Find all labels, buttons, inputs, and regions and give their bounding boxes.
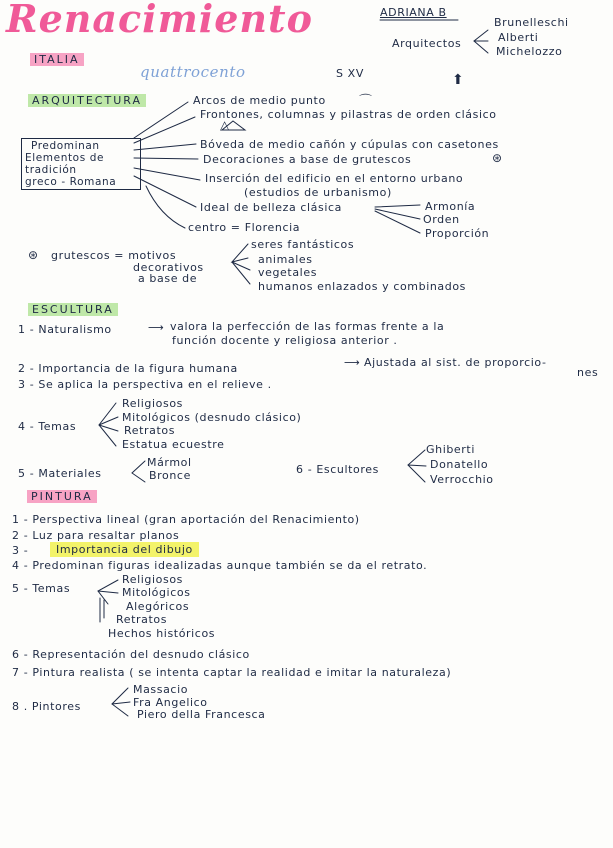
- arrow-right-icon: ⟶: [148, 321, 165, 334]
- esc-tema-2: Mitológicos (desnudo clásico): [122, 411, 302, 424]
- ideal-3: Proporción: [425, 227, 490, 240]
- pin-item-6: 6 - Representación del desnudo clásico: [12, 648, 250, 661]
- grutescos-line-2: decorativos: [133, 261, 204, 274]
- section-label-italia: ITALIA: [30, 53, 84, 66]
- esc-item-1: 1 - Naturalismo: [18, 323, 112, 336]
- arquitecto-3: Michelozzo: [496, 45, 563, 58]
- pintor-2: Fra Angelico: [133, 696, 208, 709]
- pin-tema-3: Alegóricos: [126, 600, 190, 613]
- escultor-1: Ghiberti: [426, 443, 475, 456]
- grutescos-line-3: a base de: [138, 272, 198, 285]
- section-label-escultura: ESCULTURA: [28, 303, 118, 316]
- box-line-1: Predominan: [31, 140, 100, 152]
- esc-item-1-desc-b: función docente y religiosa anterior .: [172, 334, 398, 347]
- esc-item-2-desc-end: nes: [577, 366, 599, 379]
- grutescos-marker-icon: ⊛: [492, 151, 503, 165]
- box-line-3: tradición: [25, 164, 77, 176]
- pin-tema-4: Retratos: [116, 613, 168, 626]
- pin-item-8: 8 . Pintores: [12, 700, 81, 713]
- esc-tema-3: Retratos: [124, 424, 176, 437]
- box-line-4: greco - Romana: [25, 176, 117, 188]
- page-title: Renacimiento: [6, 0, 313, 41]
- pin-tema-2: Mitológicos: [122, 586, 191, 599]
- arq-item-2: Frontones, columnas y pilastras de orden clásico: [200, 108, 497, 121]
- pin-tema-5: Hechos históricos: [108, 627, 216, 640]
- box-line-2: Elementos de: [25, 152, 105, 164]
- arq-item-7: Ideal de belleza clásica: [200, 201, 342, 214]
- esc-item-6: 6 - Escultores: [296, 463, 379, 476]
- arch-icon: ⌒: [359, 94, 373, 109]
- grutescos-item-1: seres fantásticos: [251, 238, 355, 251]
- pin-item-1: 1 - Perspectiva lineal (gran aportación del Renacimiento): [12, 513, 360, 526]
- arq-item-1: Arcos de medio punto: [193, 94, 326, 107]
- pin-item-4: 4 - Predominan figuras idealizadas aunque también se da el retrato.: [12, 559, 428, 572]
- esc-item-2-desc: Ajustada al sist. de proporcio-: [364, 356, 547, 369]
- pintor-1: Massacio: [133, 683, 189, 696]
- arq-item-6: (estudios de urbanismo): [244, 186, 392, 199]
- grutescos-line-1: grutescos = motivos: [51, 249, 177, 262]
- century-label: S XV: [336, 67, 364, 80]
- pin-item-3: Importancia del dibujo: [50, 542, 199, 557]
- esc-item-3: 3 - Se aplica la perspectiva en el relieve .: [18, 378, 272, 391]
- arq-item-3: Bóveda de medio cañón y cúpulas con casetones: [200, 138, 499, 151]
- grutescos-item-2: animales: [258, 253, 313, 266]
- arq-item-4: Decoraciones a base de grutescos: [203, 153, 412, 166]
- arrow-right-icon-2: ⟶: [344, 356, 361, 369]
- esc-item-1-desc-a: valora la perfección de las formas frente a la: [170, 320, 445, 333]
- pin-item-7: 7 - Pintura realista ( se intenta captar la realidad e imitar la naturaleza): [12, 666, 452, 679]
- arquitecto-1: Brunelleschi: [494, 16, 569, 29]
- esc-tema-4: Estatua ecuestre: [122, 438, 225, 451]
- pin-item-2: 2 - Luz para resaltar planos: [12, 529, 180, 542]
- material-1: Mármol: [147, 456, 192, 469]
- esc-tema-1: Religiosos: [122, 397, 183, 410]
- up-arrow-icon: ⬆: [452, 72, 465, 88]
- section-label-pintura: PINTURA: [27, 490, 97, 503]
- ideal-2: Orden: [423, 213, 460, 226]
- arquitecto-2: Alberti: [498, 31, 539, 44]
- grutescos-marker-icon-2: ⊛: [28, 248, 39, 262]
- author-name: ADRIANA B: [380, 6, 447, 19]
- pin-tema-1: Religiosos: [122, 573, 183, 586]
- pin-item-5: 5 - Temas: [12, 582, 71, 595]
- material-2: Bronce: [149, 469, 191, 482]
- esc-item-5: 5 - Materiales: [18, 467, 102, 480]
- pin-item-3-num: 3 -: [12, 544, 29, 557]
- ideal-1: Armonía: [425, 200, 476, 213]
- esc-item-2: 2 - Importancia de la figura humana: [18, 362, 238, 375]
- arq-item-8: centro = Florencia: [188, 221, 301, 234]
- escultor-2: Donatello: [430, 458, 489, 471]
- pintor-3: Piero della Francesca: [137, 708, 266, 721]
- period-label: quattrocento: [140, 63, 246, 81]
- arquitectos-label: Arquitectos: [392, 37, 462, 50]
- arq-item-5: Inserción del edificio en el entorno urbano: [205, 172, 464, 185]
- section-label-arquitectura: ARQUITECTURA: [28, 94, 146, 107]
- grutescos-item-4: humanos enlazados y combinados: [258, 280, 467, 293]
- grutescos-item-3: vegetales: [258, 266, 318, 279]
- esc-item-4: 4 - Temas: [18, 420, 77, 433]
- escultor-3: Verrocchio: [430, 473, 494, 486]
- triangle-icon: △: [220, 118, 230, 132]
